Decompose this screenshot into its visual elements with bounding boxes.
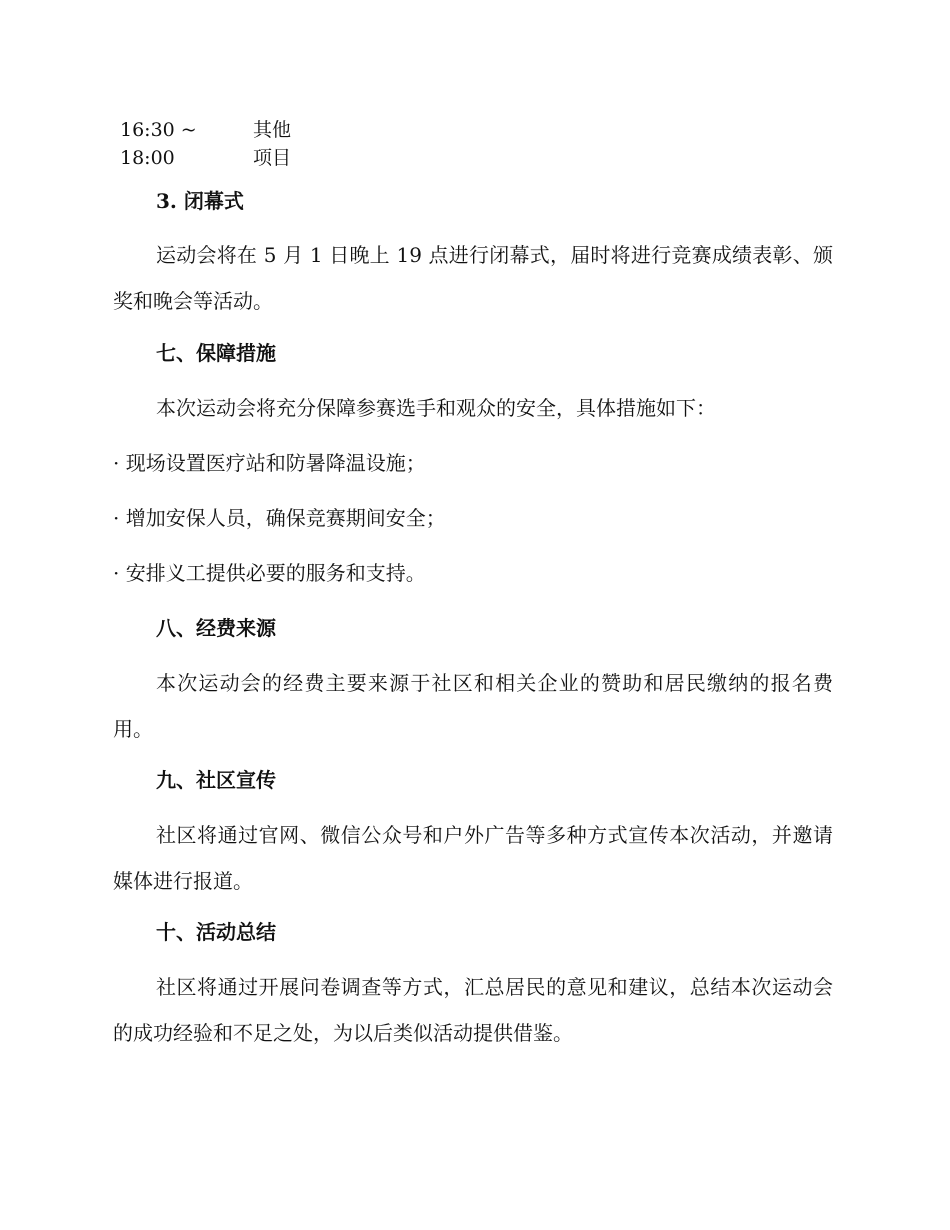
closing-section xyxy=(113,178,833,224)
schedule-row xyxy=(120,144,420,172)
closing-paragraph: 运动会将在 5 月 1 日晚上 19 点进行闭幕式，届时将进行竞赛成绩表彰、颁奖和晚会等活动。 xyxy=(113,243,833,313)
safety-intro-block xyxy=(113,385,833,431)
schedule-time: 18:00 xyxy=(120,147,175,169)
safety-bullet-block xyxy=(113,550,833,596)
schedule-item: 其他 xyxy=(253,119,292,141)
summary-paragraph: 社区将通过开展问卷调查等方式，汇总居民的意见和建议，总结本次运动会的成功经验和不足之处，为以后类似活动提供借鉴。 xyxy=(113,975,833,1045)
closing-text-block xyxy=(113,232,833,324)
schedule-table xyxy=(120,116,420,172)
funding-paragraph: 本次运动会的经费主要来源于社区和相关企业的赞助和居民缴纳的报名费用。 xyxy=(113,671,833,741)
schedule-item: 项目 xyxy=(253,147,292,169)
schedule-time: 16:30 ~ xyxy=(120,119,197,141)
safety-bullet: · 安排义工提供必要的服务和支持。 xyxy=(113,561,426,585)
summary-section xyxy=(113,909,833,955)
safety-intro: 本次运动会将充分保障参赛选手和观众的安全，具体措施如下： xyxy=(156,396,716,420)
schedule-row xyxy=(120,116,420,144)
publicity-text-block xyxy=(113,812,833,904)
summary-heading: 十、活动总结 xyxy=(156,920,276,944)
publicity-heading: 九、社区宣传 xyxy=(156,768,276,792)
publicity-section xyxy=(113,757,833,803)
summary-text-block xyxy=(113,964,833,1056)
safety-section xyxy=(113,330,833,376)
safety-bullet: · 增加安保人员，确保竞赛期间安全； xyxy=(113,506,446,530)
funding-section xyxy=(113,605,833,651)
safety-bullet-block xyxy=(113,495,833,541)
funding-text-block xyxy=(113,660,833,752)
safety-heading: 七、保障措施 xyxy=(156,341,276,365)
publicity-paragraph: 社区将通过官网、微信公众号和户外广告等多种方式宣传本次活动，并邀请媒体进行报道。 xyxy=(113,823,833,893)
safety-bullet: · 现场设置医疗站和防暑降温设施； xyxy=(113,451,426,475)
funding-heading: 八、经费来源 xyxy=(156,616,276,640)
closing-heading: 3. 闭幕式 xyxy=(156,189,244,213)
safety-bullet-block xyxy=(113,440,833,486)
